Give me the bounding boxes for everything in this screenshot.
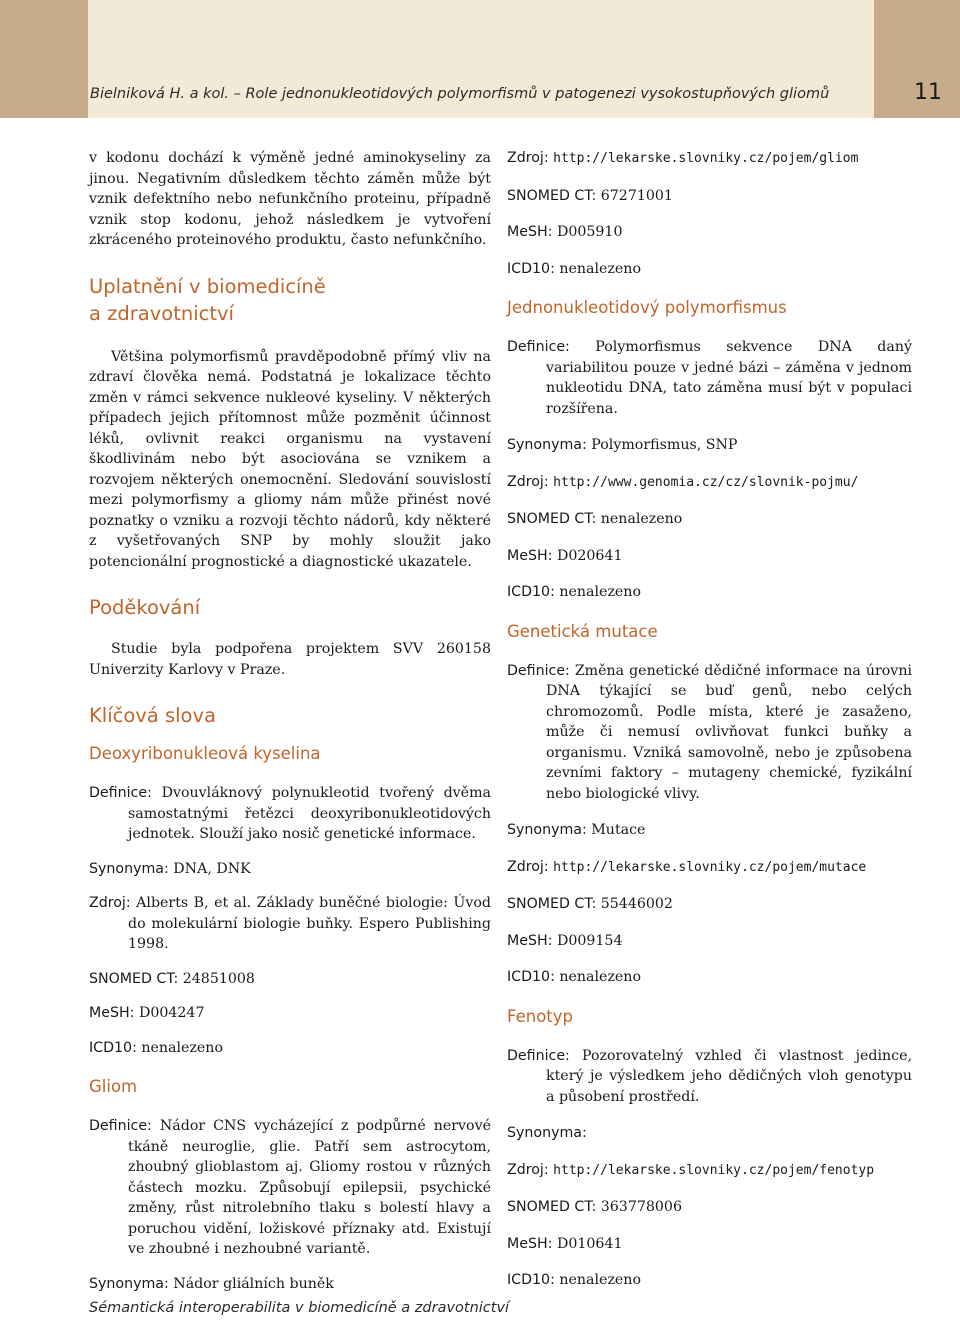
running-footer: Sémantická interoperabilita v biomedicíně a zdravotnictví	[89, 1300, 510, 1316]
acknowledgement-paragraph: Studie byla podpořena projektem SVV 260158 Univerzity Karlovy v Praze.	[89, 641, 491, 678]
gliom-icd10: ICD10: nenalezeno	[507, 260, 641, 277]
gliom-synonyms: Synonyma: Nádor gliálních buněk	[89, 1275, 334, 1292]
section-title-keywords: Klíčová slova	[89, 704, 216, 727]
left-column	[89, 148, 491, 1294]
dna-mesh: MeSH: D004247	[89, 1005, 205, 1021]
intro-paragraph: v kodonu dochází k výměně jedné aminokyseliny za jinou. Negativním důsledkem těchto záměn může být vznik defektního nebo nefunkčního proteinu, případně vznik stop kodonu, jehož následkem je vytvoření zkráceného proteinového produktu, často nefunkčního.	[89, 150, 491, 248]
fenotyp-synonyms: Synonyma:	[507, 1125, 587, 1141]
dna-synonyms: Synonyma: DNA, DNK	[89, 860, 251, 877]
mutace-definition: Definice: Změna genetické dědičné informace na úrovni DNA týkající se buď genů, nebo celých chromozomů. Podle místa, které je zasaženo, může či nemusí ovlivňovat funkci buňky a organismu. Vzniká samovolně, nebo je způsobena zevními faktory – mutageny chemické, fyzikální nebo biologické vlivy.	[507, 662, 913, 802]
keyword-title-gliom: Gliom	[89, 1077, 138, 1096]
running-title: Bielniková H. a kol. – Role jednonukleotidových polymorfismů v patogenezi vysokostupňových gliomů	[90, 86, 830, 102]
section-title-biomedicine: Uplatnění v biomedicíně a zdravotnictví	[89, 274, 326, 325]
gliom-definition: Definice: Nádor CNS vycházející z podpůrné nervové tkáně neuroglie, glie. Patří sem astrocytom, zhoubný glioblastom aj. Gliomy rostou v různých částech mozku. Způsobují epilepsii, psychické změny, růst nitrolebního tlaku s bolestí hlavy a poruchou vidění, ložiskové příznaky atd. Existují ve zhoubné i nezhoubné variantě.	[89, 1118, 491, 1257]
mutace-snomed: SNOMED CT: 55446002	[507, 896, 673, 912]
snp-mesh: MeSH: D020641	[507, 547, 623, 564]
page-number: 11	[914, 80, 942, 105]
dna-source: Zdroj: Alberts B, et al. Základy buněčné biologie: Úvod do molekulární biologie buňky. Espero Publishing 1998.	[89, 895, 491, 952]
keyword-title-mutace: Genetická mutace	[507, 621, 658, 641]
section-title-acknowledgement: Poděkování	[89, 596, 201, 619]
snp-synonyms: Synonyma: Polymorfismus, SNP	[507, 437, 738, 453]
mutace-icd10: ICD10: nenalezeno	[507, 969, 641, 985]
mutace-synonyms: Synonyma: Mutace	[507, 822, 646, 838]
gliom-snomed: SNOMED CT: 67271001	[507, 187, 673, 204]
dna-icd10: ICD10: nenalezeno	[89, 1039, 223, 1056]
snp-icd10: ICD10: nenalezeno	[507, 584, 641, 600]
snp-source: Zdroj: http://www.genomia.cz/cz/slovnik-pojmu/	[507, 473, 859, 490]
snp-definition: Definice: Polymorfismus sekvence DNA daný variabilitou pouze v jedné bázi – záměna v jednom nukleotidu DNA, tato záměna musí být v populaci rozšířena.	[507, 339, 912, 417]
fenotyp-definition: Definice: Pozorovatelný vzhled či vlastnost jedince, který je výsledkem jeho dědičných vloh genotypu a působení prostředí.	[507, 1047, 912, 1105]
fenotyp-snomed: SNOMED CT: 363778006	[507, 1199, 682, 1215]
biomedicine-paragraph: Většina polymorfismů pravděpodobně přímý vliv na zdraví člověka nemá. Podstatná je lokalizace těchto změn v rámci sekvence nukleové kyseliny. V některých případech jejich přítomnost může pozměnit účinnost léků, ovlivnit reakci organismu na vystavení škodlivinám nebo být asociována se vznikem a rozvojem některých onemocnění. Sledování souvislostí mezi polymorfismy a gliomy nám může přinést nové poznatky o vzniku a rozvoji těchto nádorů, kdy některé z vyšetřovaných SNP by mohly sloužit jako potencionální prognostické a diagnostické ukazatele.	[89, 348, 491, 570]
fenotyp-mesh: MeSH: D010641	[507, 1235, 623, 1252]
right-column	[507, 148, 912, 1291]
dna-snomed: SNOMED CT: 24851008	[89, 970, 255, 987]
gliom-mesh: MeSH: D005910	[507, 224, 623, 240]
keyword-title-snp: Jednonukleotidový polymorfismus	[507, 298, 787, 317]
keyword-title-dna: Deoxyribonukleová kyselina	[89, 744, 321, 763]
mutace-source: Zdroj: http://lekarske.slovniky.cz/pojem/mutace	[507, 858, 867, 875]
header-band-left	[0, 0, 88, 118]
mutace-mesh: MeSH: D009154	[507, 932, 623, 949]
fenotyp-source: Zdroj: http://lekarske.slovniky.cz/pojem/fenotyp	[507, 1161, 875, 1178]
gliom-source: Zdroj: http://lekarske.slovniky.cz/pojem/gliom	[507, 150, 859, 166]
keyword-title-fenotyp: Fenotyp	[507, 1006, 573, 1026]
fenotyp-icd10: ICD10: nenalezeno	[507, 1272, 641, 1288]
snp-snomed: SNOMED CT: nenalezeno	[507, 511, 683, 527]
dna-definition: Definice: Dvouvláknový polynukleotid tvořený dvěma samostatnými řetězci deoxyribonukleotidových jednotek. Slouží jako nosič genetické informace.	[89, 785, 491, 842]
